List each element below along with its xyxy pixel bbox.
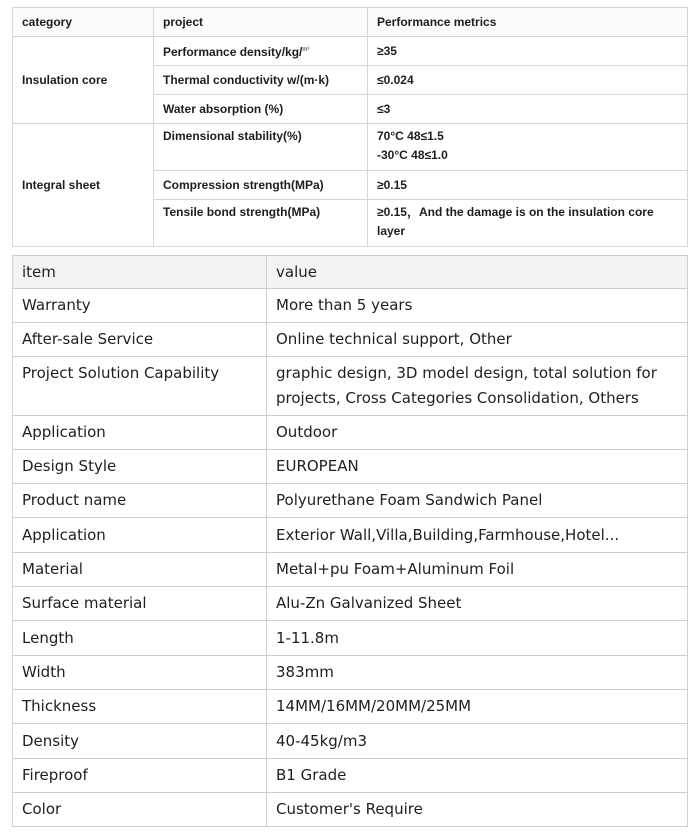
spec-item-cell: Warranty xyxy=(13,289,267,323)
perf-header-category: category xyxy=(13,8,154,37)
spec-item-cell: Color xyxy=(13,793,267,827)
spec-row xyxy=(13,289,688,323)
spec-header-row xyxy=(13,256,688,289)
perf-row xyxy=(13,37,688,66)
perf-metric-cell: ≥0.15 xyxy=(368,171,688,200)
spec-header-item: item xyxy=(13,256,267,289)
spec-value-cell: 383mm xyxy=(267,656,688,690)
perf-metric-cell xyxy=(368,124,688,171)
spec-row xyxy=(13,450,688,484)
spec-row xyxy=(13,357,688,416)
spec-value-cell: 14MM/16MM/20MM/25MM xyxy=(267,690,688,724)
metric-line: 70°C 48≤1.5 xyxy=(377,129,444,143)
spec-row xyxy=(13,656,688,690)
perf-project-cell: Thermal conductivity w/(m·k) xyxy=(154,66,368,95)
spec-value-cell: Alu-Zn Galvanized Sheet xyxy=(267,587,688,621)
perf-header-metrics: Performance metrics xyxy=(368,8,688,37)
spec-item-cell: Product name xyxy=(13,484,267,518)
spec-value-cell: 1-11.8m xyxy=(267,621,688,656)
perf-metric-cell: ≤0.024 xyxy=(368,66,688,95)
spec-value-cell: More than 5 years xyxy=(267,289,688,323)
spec-value-cell: Exterior Wall,Villa,Building,Farmhouse,Hotel... xyxy=(267,518,688,553)
spec-row xyxy=(13,323,688,357)
metric-line: -30°C 48≤1.0 xyxy=(377,148,448,162)
perf-metric-cell: ≥0.15，And the damage is on the insulation core layer xyxy=(368,200,688,247)
product-spec-table xyxy=(12,255,688,827)
spec-row xyxy=(13,690,688,724)
spec-item-cell: After-sale Service xyxy=(13,323,267,357)
spec-item-cell: Density xyxy=(13,724,267,759)
performance-metrics-table xyxy=(12,7,688,247)
perf-project-cell: Water absorption (%) xyxy=(154,95,368,124)
spec-item-cell: Material xyxy=(13,553,267,587)
spec-value-cell: Polyurethane Foam Sandwich Panel xyxy=(267,484,688,518)
spec-row xyxy=(13,553,688,587)
spec-row xyxy=(13,416,688,450)
perf-header-project: project xyxy=(154,8,368,37)
spec-item-cell: Surface material xyxy=(13,587,267,621)
spec-item-cell: Fireproof xyxy=(13,759,267,793)
spec-value-cell: Metal+pu Foam+Aluminum Foil xyxy=(267,553,688,587)
spec-value-cell: B1 Grade xyxy=(267,759,688,793)
spec-row xyxy=(13,793,688,827)
perf-project-cell: Tensile bond strength(MPa) xyxy=(154,200,368,247)
spec-row xyxy=(13,587,688,621)
spec-value-cell: 40-45kg/m3 xyxy=(267,724,688,759)
perf-row xyxy=(13,124,688,171)
spec-value-cell: graphic design, 3D model design, total solution for projects, Cross Categories Consolidation, Others xyxy=(267,357,688,416)
spec-item-cell: Thickness xyxy=(13,690,267,724)
spec-row xyxy=(13,724,688,759)
spec-value-cell: Customer's Require xyxy=(267,793,688,827)
perf-project-cell: Performance density/kg/$^{m^3}$ xyxy=(154,37,368,66)
perf-metric-cell: ≥35 xyxy=(368,37,688,66)
spec-item-cell: Width xyxy=(13,656,267,690)
spec-row xyxy=(13,621,688,656)
perf-project-cell: Dimensional stability(%) xyxy=(154,124,368,171)
spec-item-cell: Length xyxy=(13,621,267,656)
spec-value-cell: Outdoor xyxy=(267,416,688,450)
spec-row xyxy=(13,759,688,793)
perf-project-cell: Compression strength(MPa) xyxy=(154,171,368,200)
perf-header-row xyxy=(13,8,688,37)
perf-metric-cell: ≤3 xyxy=(368,95,688,124)
spec-item-cell: Application xyxy=(13,416,267,450)
spec-item-cell: Project Solution Capability xyxy=(13,357,267,416)
spec-row xyxy=(13,484,688,518)
category-integral-sheet: Integral sheet xyxy=(13,124,154,247)
spec-item-cell: Design Style xyxy=(13,450,267,484)
spec-value-cell: Online technical support, Other xyxy=(267,323,688,357)
category-insulation-core: Insulation core xyxy=(13,37,154,124)
spec-value-cell: EUROPEAN xyxy=(267,450,688,484)
spec-header-value: value xyxy=(267,256,688,289)
spec-item-cell: Application xyxy=(13,518,267,553)
unit-superscript: m³ xyxy=(302,46,310,53)
spec-row xyxy=(13,518,688,553)
